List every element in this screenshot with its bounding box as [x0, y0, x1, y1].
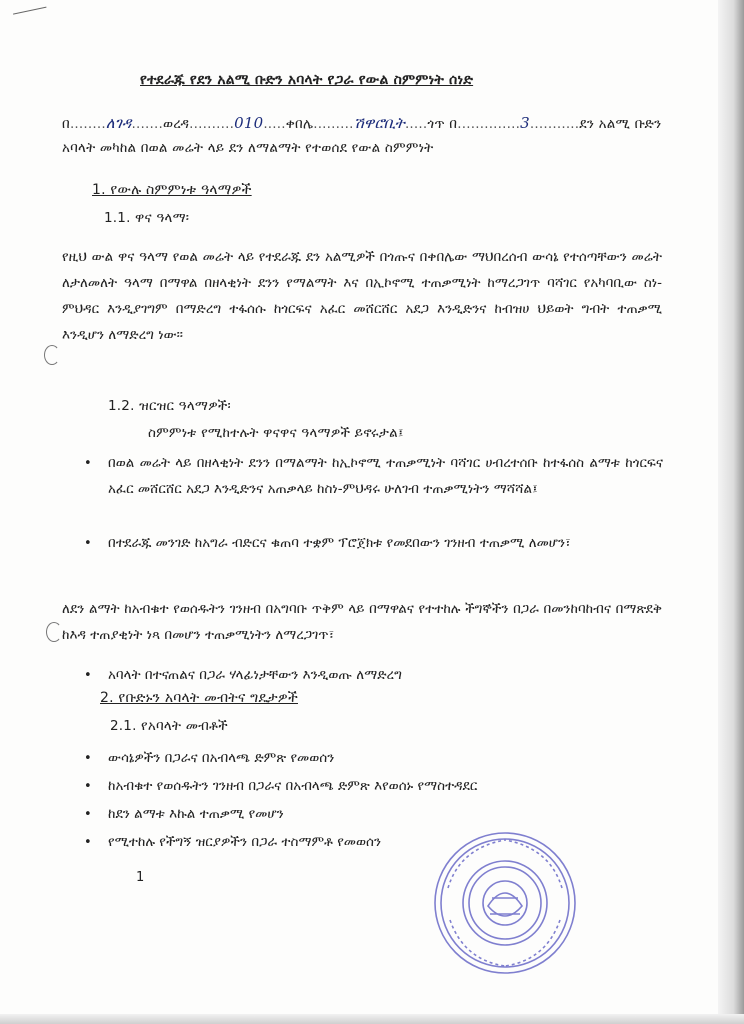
page-number: 1: [136, 870, 145, 885]
handwritten-got: ሽዋሮቢት: [353, 114, 405, 132]
intro-line-2: አባላት መካከል በወል መሬት ላይ ደን ለማልማት የተወሰደ የውል ስምምነት: [62, 140, 434, 156]
section-2-heading: 2. የቡድኑን አባላት መብትና ግዴታዎች: [100, 690, 298, 706]
paragraph-main-objective: የዚህ ውል ዋና ዓላማ የወል መሬት ላይ የተደራጁ ደን አልሚዎች በጎጡና በቀበሌው ማህበረሰብ ውሳኔ የተሰጣቸውን መሬት ለታለመለት ዓላማ በማዋል በዘላቂነት ደንን የማልማት እና በኢኮኖሚ ተጠቃሚነት ከማረጋገጥ ባሻገር የአካባቢው ስነ-ምህዳር እንዲያገግም በማድረግ ተፋሰሱ ከጎርፍና አፈር መሸርሸር አደጋ እንዲድንና ከብዝሀ ህይወት ግብት ተጠቃሚ እንዲሆን ለማድረግ ነው፡፡: [62, 249, 662, 343]
rights-bullet-4: የሚተከሉ የችግኝ ዝርያዎችን በጋራ ተስማምቶ የመወሰን: [108, 834, 382, 850]
handwritten-kebele: 010: [234, 114, 264, 132]
rights-bullet-2: ከአብቁተ የወሰዱትን ገንዘብ በጋራና በአብላጫ ድምጽ እየወሰኑ የማስተዳደር: [108, 778, 478, 794]
margin-pen-mark: [46, 622, 62, 642]
intro-word-got: ጎጥ በ: [427, 116, 458, 132]
subsection-2-1-heading: 2.1. የአባላት መብቶች: [110, 718, 228, 734]
section-1-heading: 1. የውሉ ስምምነቱ ዓላማዎች: [92, 182, 252, 198]
objective-bullet-2: በተደራጁ መንገድ ከአግራ ብድርና ቁጠባ ተቋም ፕሮጀክቱ የመደበውን ገንዘብ ተጠቃሚ ለመሆን፣: [108, 535, 571, 551]
intro-prefix: በ: [62, 116, 70, 132]
bullet-dot: •: [84, 536, 92, 551]
objective-bullet-3: አባላት በተናጠልና በጋራ ሃላፊነታቸውን እንዲወጡ ለማድረግ: [108, 667, 402, 683]
handwritten-number: 3: [520, 114, 530, 132]
scan-edge-shadow: [718, 0, 744, 1024]
bullet-dot: •: [84, 456, 92, 471]
subsection-1-2-heading: 1.2. ዝርዝር ዓላማዎች፡: [108, 398, 231, 414]
intro-word-woreda: ወረዳ: [162, 116, 190, 132]
document-title: የተደራጁ የደን አልሚ ቡድን አባላት የጋራ የውል ስምምነት ሰነድ: [140, 72, 474, 88]
scan-edge-bottom: [0, 1014, 744, 1024]
detailed-objectives-intro: ስምምነቱ የሚከተሉት ዋናዋና ዓላማዎች ይኖሩታል፤: [148, 425, 404, 441]
intro-line-1: በ........ለገዳ.......ወረዳ..........010.....ቀበሌ.........ሽዋሮቢት.....ጎጥ በ..............3...........ደን አልሚ ቡድን: [62, 114, 662, 132]
subsection-1-1-heading: 1.1. ዋና ዓላማ፡: [104, 210, 190, 226]
handwritten-woreda: ለገዳ: [105, 114, 132, 132]
rights-bullet-1: ውሳኔዎችን በጋራና በአብላጫ ድምጽ የመወሰን: [108, 750, 335, 766]
pen-mark: [13, 7, 49, 27]
margin-pen-mark: [44, 345, 60, 365]
official-stamp: [430, 828, 580, 978]
intro-suffix: ደን አልሚ ቡድን: [579, 116, 662, 132]
bullet-dot: •: [84, 835, 92, 850]
bullet-dot: •: [84, 779, 92, 794]
objective-bullet-1: በወል መሬት ላይ በዘላቂነት ደንን በማልማት ከኢኮኖሚ ተጠቃሚነት ባሻገር ሀብረተሰቡ ከተፋሰስ ልማቱ ከጎርፍና አፈር መሸርሸር አደጋ እንዲድንና አጠቃላይ ከስነ-ምህዳሩ ሁለገብ ተጠቃሚነትን ማሻሻል፤: [108, 455, 663, 497]
rights-bullet-3: ከደን ልማቱ እኩል ተጠቃሚ የመሆን: [108, 806, 284, 822]
paragraph-loan-usage: ለደን ልማት ከአብቁተ የወሰዱትን ገንዘብ በአግባቡ ጥቅም ላይ በማዋልና የተተከሉ ችግኞችን በጋራ በመንከባከብና በማጽደቅ ከእዳ ተጠያቂነት ነጻ በመሆን ተጠቃሚነትን ለማረጋገጥ፣: [62, 601, 662, 643]
bullet-dot: •: [84, 668, 92, 683]
intro-word-kebele: ቀበሌ: [285, 116, 314, 132]
bullet-dot: •: [84, 751, 92, 766]
bullet-dot: •: [84, 807, 92, 822]
